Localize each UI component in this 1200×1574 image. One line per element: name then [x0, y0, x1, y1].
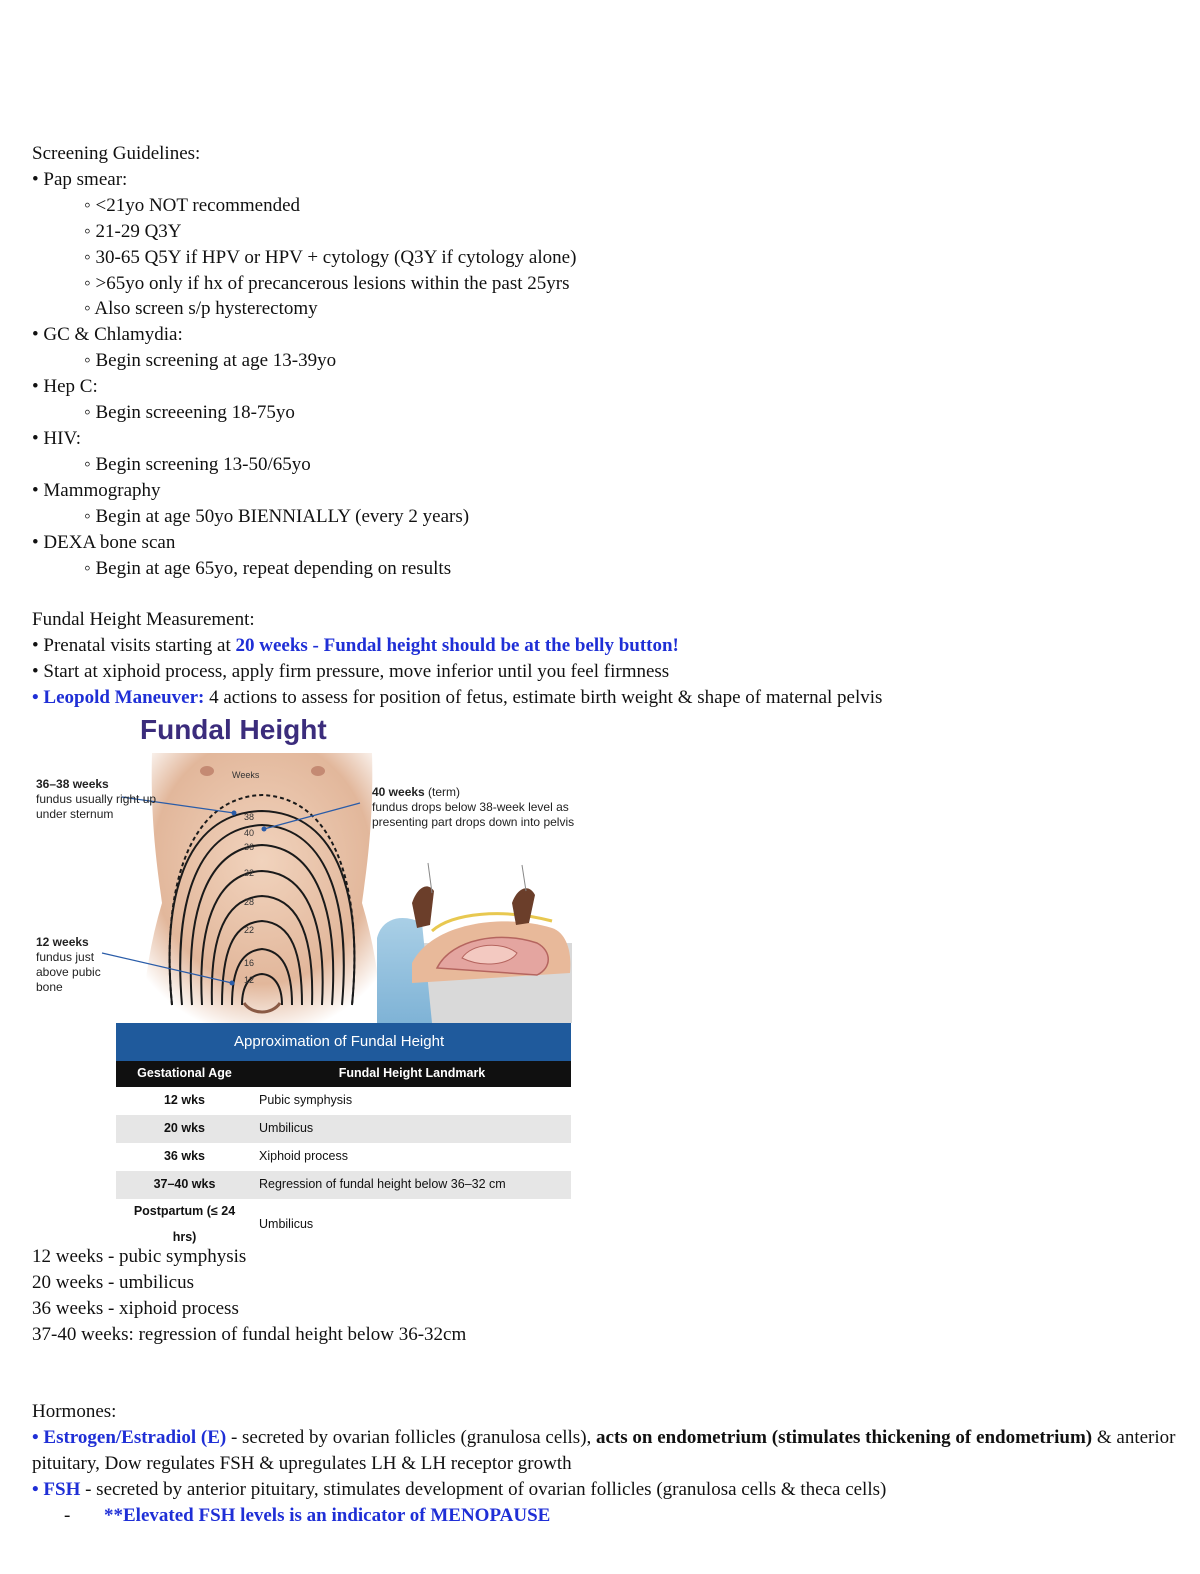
- table-cell-landmark: Umbilicus: [253, 1115, 571, 1143]
- pap-smear-label: • Pap smear:: [32, 168, 128, 190]
- table-header-gestational-age: Gestational Age: [116, 1061, 253, 1087]
- week-mark: 22: [244, 924, 255, 935]
- spacer: [32, 1348, 1182, 1374]
- gc-item: ◦ Begin screening at age 13-39yo: [84, 350, 337, 372]
- table-caption: Approximation of Fundal Height: [116, 1023, 571, 1061]
- callout-40-title-suffix: (term): [424, 784, 461, 799]
- fundal-height-figure: [32, 713, 577, 1244]
- estrogen-bold-text: acts on endometrium (stimulates thickening of endometrium): [596, 1427, 1093, 1449]
- callout-36-38-weeks: [36, 777, 164, 822]
- fundal-line-1-highlight: 20 weeks - Fundal height should be at the belly button!: [235, 635, 679, 657]
- estrogen-paragraph: [32, 1425, 1182, 1477]
- estrogen-name: • Estrogen/Estradiol (E): [32, 1427, 227, 1449]
- table-cell-age: 12 wks: [163, 1092, 205, 1107]
- pap-item: ◦ Also screen s/p hysterectomy: [84, 298, 318, 320]
- callout-12-weeks: [36, 935, 114, 995]
- callout-12-title: 12 weeks: [36, 934, 89, 949]
- table-cell-age: 20 wks: [116, 1115, 253, 1143]
- table-row: [116, 1171, 571, 1199]
- fundal-summary-line: 12 weeks - pubic symphysis: [32, 1245, 247, 1267]
- dexa-label: • DEXA bone scan: [32, 531, 176, 553]
- week-mark: 28: [244, 896, 255, 907]
- gc-label: • GC & Chlamydia:: [32, 324, 183, 346]
- fundal-line-1-prefix: • Prenatal visits starting at: [32, 635, 236, 657]
- fundal-height-table: [116, 1023, 571, 1251]
- fsh-name: • FSH: [32, 1479, 81, 1501]
- fsh-text: - secreted by anterior pituitary, stimulates development of ovarian follicles (granulosa cells & theca cells): [80, 1479, 887, 1501]
- document-body: [32, 141, 1182, 1529]
- table-cell-age: Postpartum (≤ 24 hrs): [133, 1203, 236, 1244]
- table-cell-landmark: Regression of fundal height below 36–32 cm: [253, 1171, 571, 1199]
- spacer: [32, 581, 1182, 607]
- fsh-note-line: [32, 1503, 1182, 1529]
- fsh-line: [32, 1477, 1182, 1503]
- estrogen-text-1: - secreted by ovarian follicles (granulosa cells),: [226, 1427, 597, 1449]
- callout-40-title: 40 weeks: [372, 784, 425, 799]
- spacer: [32, 1373, 1182, 1399]
- hepc-label: • Hep C:: [32, 376, 98, 398]
- week-mark: 36: [244, 841, 255, 852]
- leopold-maneuver-text: 4 actions to assess for position of fetus, estimate birth weight & shape of maternal pelvis: [204, 687, 883, 709]
- callout-40-weeks: [372, 785, 577, 830]
- week-mark: 16: [244, 957, 255, 968]
- callout-36-38-text: fundus usually right up under sternum: [36, 791, 157, 821]
- side-view-illustration: [377, 863, 572, 1023]
- pap-item: ◦ 30-65 Q5Y if HPV or HPV + cytology (Q3Y if cytology alone): [84, 246, 577, 268]
- estrogen-text-2: & anterior pituitary, Dow regulates FSH & upregulates LH & LH receptor growth: [32, 1427, 1176, 1475]
- fundal-line-3: [32, 685, 1182, 711]
- week-mark: 32: [244, 867, 255, 878]
- figure-title: Fundal Height: [140, 713, 327, 745]
- table-cell-landmark: Umbilicus: [259, 1216, 314, 1231]
- table-row: [116, 1115, 571, 1143]
- fundal-summary-line: 20 weeks - umbilicus: [32, 1271, 195, 1293]
- table-row: [116, 1199, 571, 1251]
- pap-item: ◦ 21-29 Q3Y: [84, 220, 182, 242]
- table-header-landmark: Fundal Height Landmark: [253, 1061, 571, 1087]
- fundal-line-1: [32, 633, 1182, 659]
- fundal-line-2: • Start at xiphoid process, apply firm pressure, move inferior until you feel firmness: [32, 661, 670, 683]
- table-cell-age: 37–40 wks: [116, 1171, 253, 1199]
- callout-12-text: fundus just above pubic bone: [36, 949, 101, 994]
- hiv-item: ◦ Begin screening 13-50/65yo: [84, 453, 311, 475]
- table-row: [116, 1143, 571, 1171]
- week-mark: 38: [244, 811, 255, 822]
- fundal-summary-line: 36 weeks - xiphoid process: [32, 1297, 239, 1319]
- pap-item: ◦ >65yo only if hx of precancerous lesions within the past 25yrs: [84, 272, 570, 294]
- weeks-label: Weeks: [232, 769, 260, 780]
- callout-40-text: fundus drops below 38-week level as presenting part drops down into pelvis: [372, 799, 575, 829]
- week-mark: 40: [244, 827, 255, 838]
- fsh-menopause-note: **Elevated FSH levels is an indicator of MENOPAUSE: [104, 1504, 551, 1526]
- leopold-maneuver-label: • Leopold Maneuver:: [32, 687, 205, 709]
- hormones-heading: Hormones:: [32, 1401, 117, 1423]
- mammo-label: • Mammography: [32, 479, 161, 501]
- table-cell-age: 36 wks: [163, 1148, 205, 1163]
- hiv-label: • HIV:: [32, 427, 82, 449]
- week-mark: 12: [244, 974, 255, 985]
- mammo-item: ◦ Begin at age 50yo BIENNIALLY (every 2 years): [84, 505, 470, 527]
- table-row: [116, 1087, 571, 1115]
- screening-heading: Screening Guidelines:: [32, 143, 201, 164]
- dexa-item: ◦ Begin at age 65yo, repeat depending on results: [84, 557, 452, 579]
- fundal-heading: Fundal Height Measurement:: [32, 609, 255, 631]
- table-cell-landmark: Pubic symphysis: [259, 1092, 353, 1107]
- dash-bullet: -: [64, 1504, 71, 1526]
- pap-item: ◦ <21yo NOT recommended: [84, 194, 301, 216]
- callout-36-38-title: 36–38 weeks: [36, 776, 109, 791]
- hepc-item: ◦ Begin screeening 18-75yo: [84, 402, 295, 424]
- fundal-summary-line: 37-40 weeks: regression of fundal height below 36-32cm: [32, 1323, 467, 1345]
- table-cell-landmark: Xiphoid process: [259, 1148, 348, 1163]
